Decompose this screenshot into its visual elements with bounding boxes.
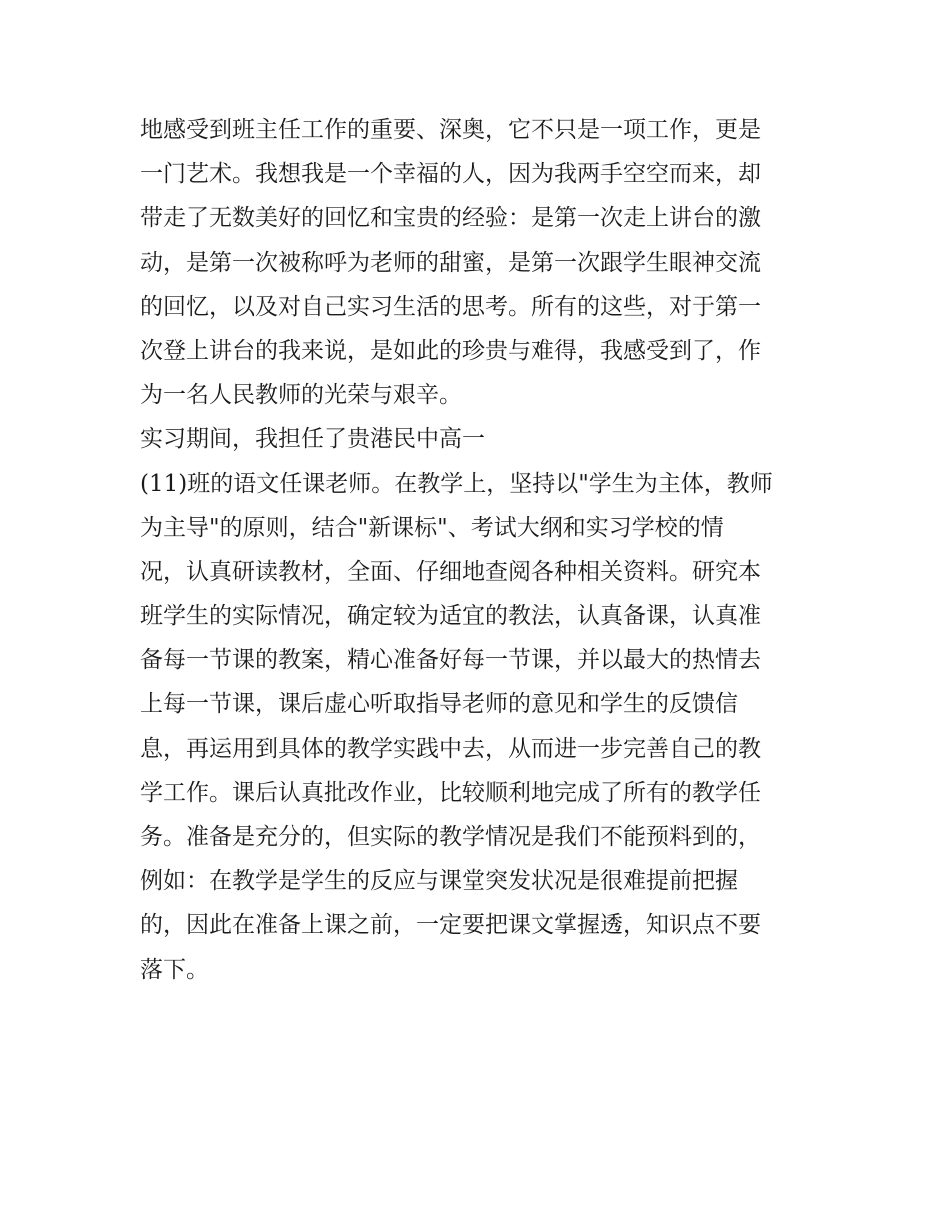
text-line: 为主导"的原则，结合"新课标"、考试大纲和实习学校的情 <box>140 514 724 541</box>
text-line: 例如：在教学是学生的反应与课堂突发状况是很难提前把握 <box>140 868 738 895</box>
text-line: 学工作。课后认真批改作业，比较顺利地完成了所有的教学任 <box>140 779 761 806</box>
text-line: 备每一节课的教案，精心准备好每一节课，并以最大的热情去 <box>140 647 761 674</box>
text-line: 地感受到班主任工作的重要、深奥，它不只是一项工作，更是 <box>140 117 761 143</box>
text-line: 落下。 <box>140 956 209 983</box>
text-line: 的，因此在准备上课之前，一定要把课文掌握透，知识点不要 <box>140 912 761 939</box>
text-line: 上每一节课，课后虚心听取指导老师的意见和学生的反馈信 <box>140 691 738 718</box>
text-line: 务。准备是充分的，但实际的教学情况是我们不能预料到的， <box>140 824 761 850</box>
body-text <box>140 108 820 992</box>
text-line: 动，是第一次被称呼为老师的甜蜜，是第一次跟学生眼神交流 <box>140 249 761 276</box>
text-line: 的回忆，以及对自己实习生活的思考。所有的这些，对于第一 <box>140 293 761 320</box>
text-line: 为一名人民教师的光荣与艰辛。 <box>140 382 462 409</box>
text-line: 带走了无数美好的回忆和宝贵的经验：是第一次走上讲台的激 <box>140 205 761 232</box>
text-line: 次登上讲台的我来说，是如此的珍贵与难得，我感受到了，作 <box>140 337 761 364</box>
text-line: 况，认真研读教材，全面、仔细地查阅各种相关资料。研究本 <box>140 558 761 585</box>
text-line: 实习期间，我担任了贵港民中高一 <box>140 426 485 453</box>
text-line: 班学生的实际情况，确定较为适宜的教法，认真备课，认真准 <box>140 603 761 630</box>
text-line: 一门艺术。我想我是一个幸福的人，因为我两手空空而来，却 <box>140 161 761 188</box>
text-line: (11)班的语文任课老师。在教学上，坚持以"学生为主体，教师 <box>140 470 773 497</box>
text-line: 息，再运用到具体的教学实践中去，从而进一步完善自己的教 <box>140 735 761 762</box>
